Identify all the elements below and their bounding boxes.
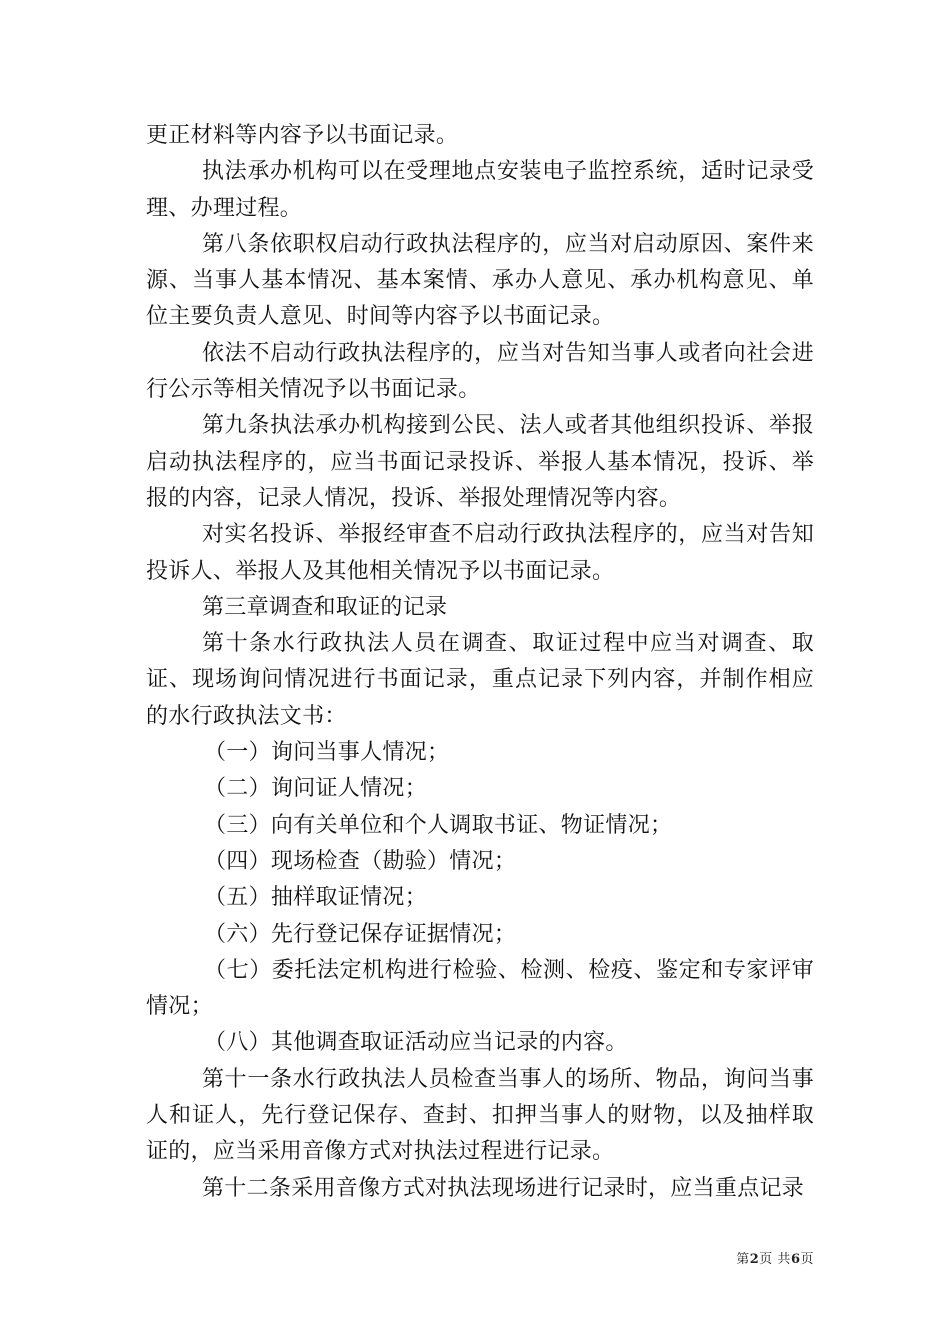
paragraph-2: 执法承办机构可以在受理地点安装电子监控系统，适时记录受理、办理过程。: [146, 159, 814, 221]
paragraph-article-10: 第十条水行政执法人员在调查、取证过程中应当对调查、取证、现场询问情况进行书面记录，重点记录下列内容，并制作相应的水行政执法文书：: [146, 631, 814, 729]
footer-middle: 页 共: [759, 1252, 791, 1267]
paragraph-article-9: 第九条执法承办机构接到公民、法人或者其他组织投诉、举报启动执法程序的，应当书面记录投诉、举报人基本情况，投诉、举报的内容，记录人情况，投诉、举报处理情况等内容。: [146, 413, 814, 511]
list-item-7: （七）委托法定机构进行检验、检测、检疫、鉴定和专家评审情况；: [146, 957, 814, 1020]
footer-prefix: 第: [736, 1252, 750, 1267]
list-item-6: （六）先行登记保存证据情况；: [204, 921, 517, 947]
document-body: [146, 118, 814, 1207]
paragraph-4: 依法不启动行政执法程序的，应当对告知当事人或者向社会进行公示等相关情况予以书面记录。: [146, 340, 814, 403]
paragraph-article-8: 第八条依职权启动行政执法程序的，应当对启动原因、案件来源、当事人基本情况、基本案情、承办人意见、承办机构意见、单位主要负责人意见、时间等内容予以书面记录。: [146, 231, 814, 330]
paragraph-article-12: 第十二条采用音像方式对执法现场进行记录时，应当重点记录: [202, 1175, 805, 1201]
list-item-3: （三）向有关单位和个人调取书证、物证情况；: [204, 812, 673, 838]
footer-total-pages: 6: [790, 1252, 801, 1267]
paragraph-article-11: 第十一条水行政执法人员检查当事人的场所、物品，询问当事人和证人，先行登记保存、查封、扣押当事人的财物，以及抽样取证的，应当采用音像方式对执法过程进行记录。: [146, 1066, 814, 1165]
paragraph-6: 对实名投诉、举报经审查不启动行政执法程序的，应当对告知投诉人、举报人及其他相关情况予以书面记录。: [146, 522, 814, 584]
footer-suffix: 页: [800, 1252, 814, 1267]
list-item-8: （八）其他调查取证活动应当记录的内容。: [204, 1030, 628, 1056]
list-item-5: （五）抽样取证情况；: [204, 885, 428, 911]
list-item-2: （二）询问证人情况；: [204, 776, 428, 802]
list-item-1: （一）询问当事人情况；: [204, 740, 450, 766]
footer-current-page: 2: [749, 1252, 760, 1267]
chapter-heading: 第三章调查和取证的记录: [202, 594, 448, 620]
list-item-4: （四）现场检查（勘验）情况；: [204, 848, 517, 874]
page-number-footer: [710, 1248, 814, 1267]
paragraph-1: 更正材料等内容予以书面记录。: [146, 123, 459, 148]
